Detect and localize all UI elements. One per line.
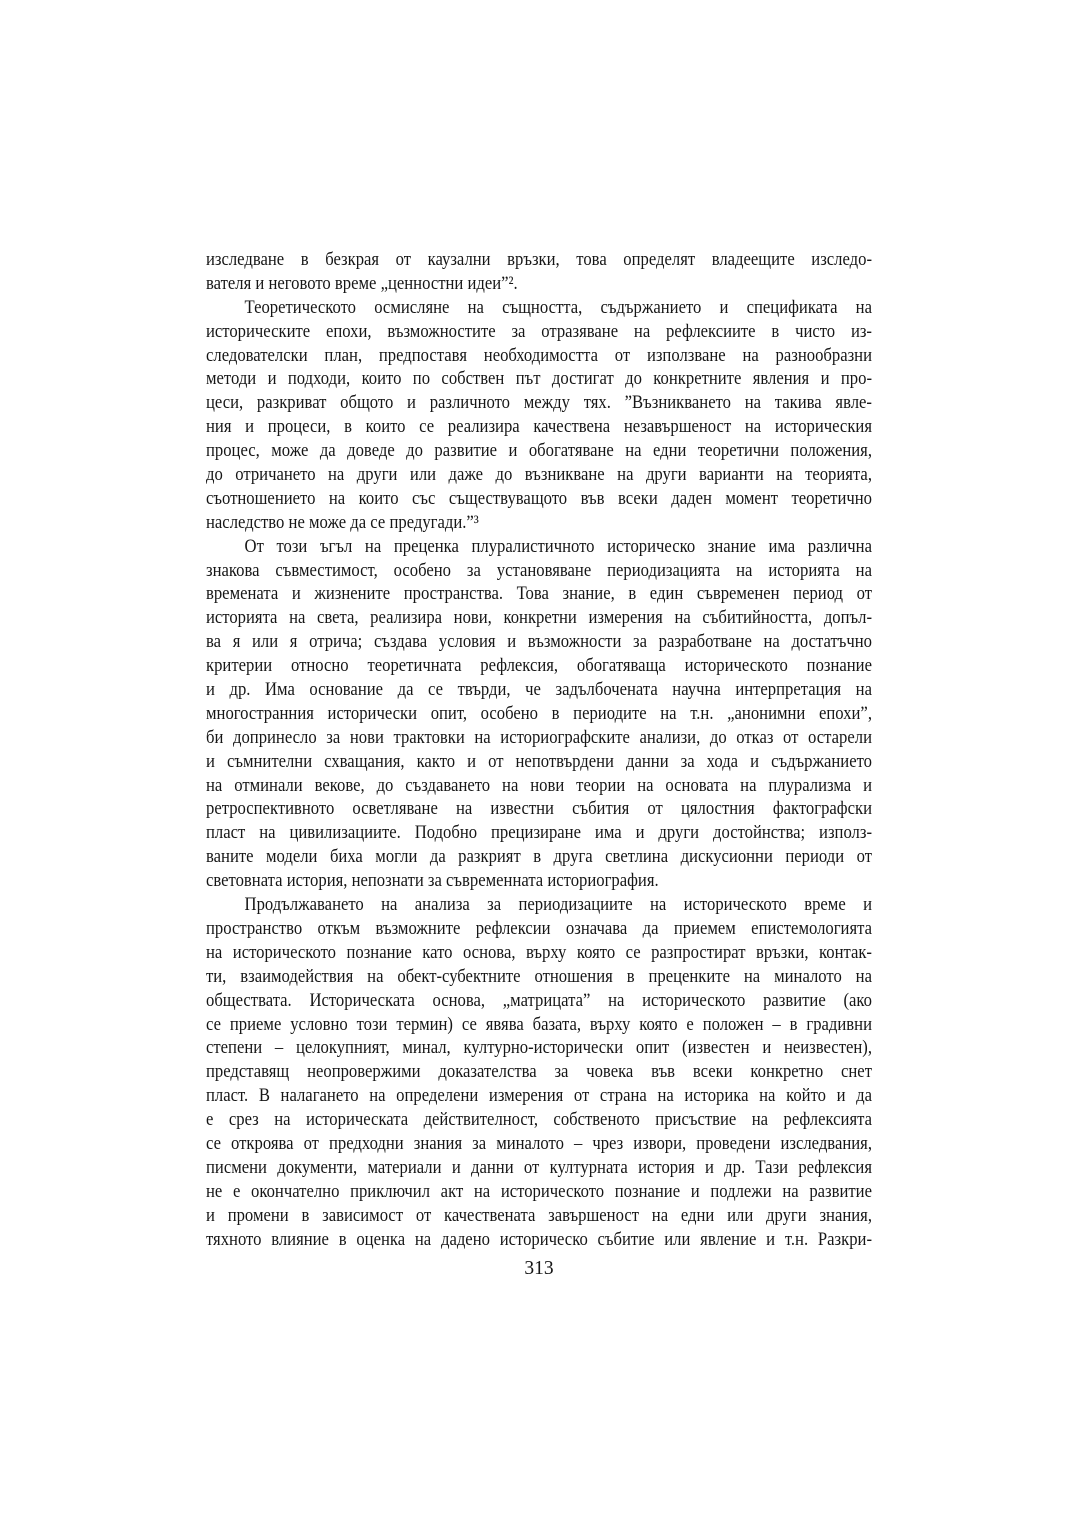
text-line: и промени в зависимост от качествената завършеност на едни или други знания, [206, 1204, 872, 1226]
text-line: не е окончателно приключил акт на историческото познание и подлежи на развитие [206, 1180, 872, 1202]
text-line: Теоретическото осмисляне на същността, съдържанието и спецификата на [244, 296, 872, 318]
text-line: е срез на историческата действителност, собственото присъствие на рефлексията [206, 1109, 872, 1131]
text-line: се приеме условно този термин) се явява базата, върху която е положен – в градивни [206, 1013, 872, 1035]
text-line: процес, може да доведе до развитие и обогатяване на едни теоретични положения, [206, 440, 872, 462]
text-line: изследване в безкрая от каузални връзки, това определят владеещите изследо- [206, 249, 872, 270]
text-line: на историческото познание като основа, върху която се разпростират връзки, контак- [206, 941, 872, 963]
text-line: писмени документи, материали и данни от културната история и др. Тази рефлексия [206, 1156, 872, 1178]
text-line: ти, взаимодействия на обект-субектните отношения в преценките на миналото на [206, 965, 872, 987]
text-line: съотношението на които със съществуващото във всеки даден момент теоретично [206, 487, 872, 509]
text-line: ретроспективното осветляване на известни събития от цялостния фактографски [206, 798, 872, 820]
text-line: степени – целокупният, минал, културно-исторически опит (известен и неизвестен), [206, 1037, 872, 1059]
text-line: обществата. Историческата основа, „матрицата” на историческото развитие (ако [206, 989, 872, 1011]
text-line: и съмнителни схващания, както и от непотвърдени данни за хода и съдържанието [206, 750, 872, 772]
text-line: наследство не може да се предугади.”³ [206, 511, 479, 533]
text-line: историческите епохи, възможностите за отразяване на рефлексиите в чисто из- [206, 320, 872, 342]
text-line: би допринесло за нови трактовки на историографските анализи, до отказ от остарели [206, 726, 872, 748]
text-line: вателя и неговото време „ценностни идеи”². [206, 272, 518, 294]
text-line: ва я или я отрича; създава условия и възможности за разработване на достатъчно [206, 631, 872, 653]
text-line: критерии относно теоретичната рефлексия, обогатяваща историческото познание [206, 655, 872, 677]
text-line: историята на света, реализира нови, конкретни измерения на събитийността, допъл- [206, 607, 872, 629]
text-line: се откроява от предходни знания за миналото – чрез извори, проведени изследвания, [206, 1132, 872, 1154]
page-number: 313 [524, 1258, 554, 1279]
text-line: ваните модели биха могли да разкрият в друга светлина дискусионни периоди от [206, 846, 872, 868]
text-line: пространство откъм възможните рефлексии означава да приемем епистемологията [206, 917, 872, 939]
text-line: и др. Има основание да се твърди, че задълбочената научна интерпретация на [206, 679, 872, 701]
text-line: времената и жизнените пространства. Това знание, в един съвременен период от [206, 583, 872, 605]
text-line: пласт. В налагането на определени измерения от страна на историка на който и да [206, 1085, 872, 1107]
text-line: представящ неопровержими доказателства за човека във всеки конкретно снет [206, 1061, 872, 1083]
text-line: пласт на цивилизациите. Подобно прецизиране има и други достойнства; използ- [206, 822, 872, 844]
text-line: на отминали векове, до създаването на нови теории на основата на плурализма и [206, 774, 872, 796]
text-line: ния и процеси, в които се реализира качествена незавършеност на историческия [206, 416, 872, 438]
text-line: методи и подходи, които по собствен път достигат до конкретните явления и про- [206, 368, 872, 390]
text-line: цеси, разкриват общото и различното между тях. ”Възникването на такива явле- [206, 392, 872, 414]
text-line: до отричането на други или даже до възникване на други варианти на теорията, [206, 464, 872, 486]
text-column [206, 248, 872, 1251]
text-line: От този ъгъл на преценка плуралистичното историческо знание има различна [244, 535, 872, 557]
text-line: многостранния исторически опит, особено в периодите на т.н. „анонимни епохи”, [206, 702, 872, 724]
text-line: тяхното влияние в оценка на дадено историческо събитие или явление и т.н. Разкри- [206, 1228, 872, 1250]
text-line: знакова съвместимост, особено за установяване периодизацията на историята на [206, 559, 872, 581]
text-line: световната история, непознати за съвременната историография. [206, 870, 659, 892]
text-line: следователски план, предпоставя необходимостта от използване на разнообразни [206, 344, 872, 366]
text-line: Продължаването на анализа за периодизациите на историческото време и [244, 894, 872, 916]
